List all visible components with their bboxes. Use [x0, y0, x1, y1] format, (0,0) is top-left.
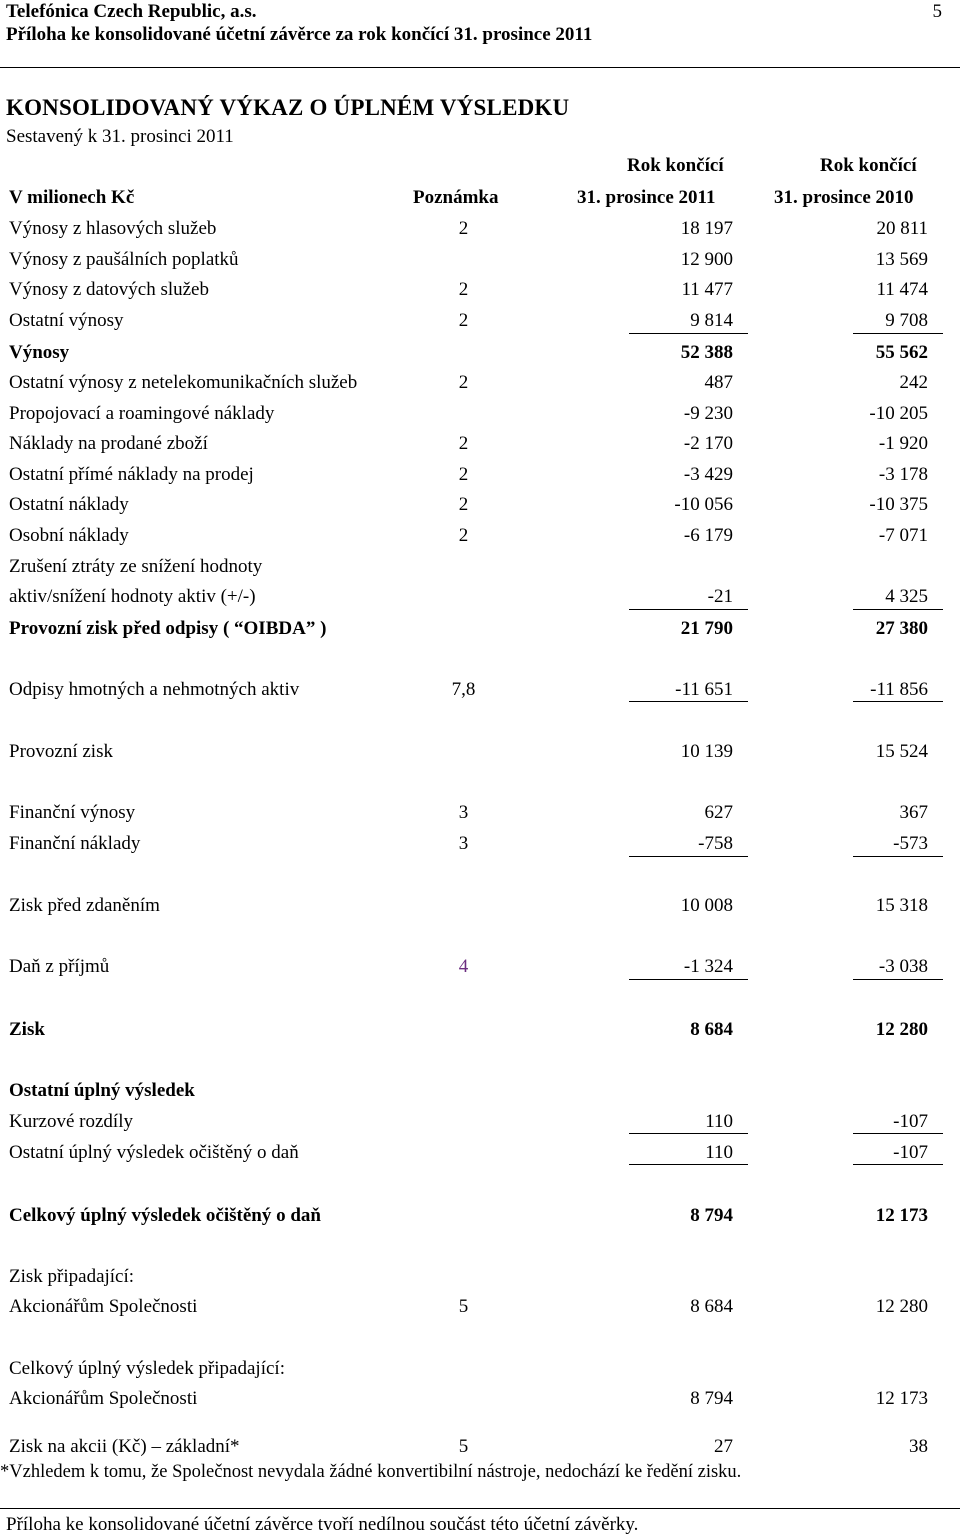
row-value-2010: 38 — [909, 1436, 928, 1457]
row-label: Provozní zisk — [9, 741, 113, 762]
col-unit: V milionech Kč — [9, 187, 135, 208]
row-value-2010: -107 — [893, 1142, 928, 1163]
table-row — [0, 1358, 960, 1382]
table-row — [0, 494, 960, 518]
col-2010-line2: 31. prosince 2010 — [774, 187, 914, 208]
subtotal-underline — [629, 856, 748, 857]
row-note: 2 — [458, 372, 469, 393]
table-row — [0, 895, 960, 919]
table-row — [0, 279, 960, 303]
table-row — [0, 218, 960, 242]
row-label: Ostatní náklady — [9, 494, 129, 515]
row-note: 2 — [458, 433, 469, 454]
row-note: 2 — [458, 525, 469, 546]
row-value-2010: -3 178 — [878, 464, 928, 485]
subtotal-underline — [629, 1164, 748, 1165]
subtotal-underline — [853, 333, 943, 334]
subtotal-underline — [853, 1164, 943, 1165]
row-value-2011: 487 — [704, 372, 733, 393]
row-value-2010: -10 375 — [869, 494, 928, 515]
row-value-2011: 8 684 — [690, 1019, 733, 1040]
row-value-2011: 8 794 — [690, 1388, 733, 1409]
company-name: Telefónica Czech Republic, a.s. — [6, 1, 257, 22]
table-row — [0, 433, 960, 457]
row-value-2011: -10 056 — [674, 494, 733, 515]
row-note: 4 — [458, 956, 469, 977]
row-note: 2 — [458, 494, 469, 515]
row-value-2011: -21 — [707, 586, 733, 607]
table-row — [0, 1142, 960, 1166]
report-prepared-date: Sestavený k 31. prosinci 2011 — [6, 126, 234, 147]
row-value-2011: 12 900 — [680, 249, 733, 270]
header-divider — [0, 67, 960, 68]
table-row — [0, 1436, 960, 1460]
table-row — [0, 310, 960, 334]
row-label: Ostatní výnosy z netelekomunikačních služeb — [9, 372, 358, 393]
page-number: 5 — [932, 1, 942, 22]
row-label: Osobní náklady — [9, 525, 129, 546]
row-value-2011: -1 324 — [683, 956, 733, 977]
row-label: Zisk před zdaněním — [9, 895, 160, 916]
row-label: Výnosy — [9, 342, 70, 363]
table-row-total — [0, 1205, 960, 1229]
row-value-2010: 12 280 — [875, 1296, 928, 1317]
row-value-2011: -3 429 — [683, 464, 733, 485]
row-label: Finanční náklady — [9, 833, 141, 854]
table-row-total — [0, 618, 960, 642]
subtotal-underline — [853, 701, 943, 702]
row-note: 2 — [458, 218, 469, 239]
row-value-2011: -9 230 — [683, 403, 733, 424]
table-row — [0, 249, 960, 273]
row-value-2010: -107 — [893, 1111, 928, 1132]
table-row — [0, 525, 960, 549]
row-label: Akcionářům Společnosti — [9, 1296, 198, 1317]
row-label: Celkový úplný výsledek očištěný o daň — [9, 1205, 321, 1226]
row-value-2011: 110 — [705, 1142, 733, 1163]
table-row — [0, 556, 960, 580]
row-label: Finanční výnosy — [9, 802, 136, 823]
subtotal-underline — [853, 856, 943, 857]
table-row — [0, 1388, 960, 1412]
row-value-2010: 55 562 — [875, 342, 928, 363]
row-value-2011: 110 — [705, 1111, 733, 1132]
row-value-2011: 52 388 — [680, 342, 733, 363]
table-row-total — [0, 1019, 960, 1043]
row-label: aktiv/snížení hodnoty aktiv (+/-) — [9, 586, 256, 607]
row-value-2010: 9 708 — [885, 310, 928, 331]
table-section-heading — [0, 1080, 960, 1104]
row-note: 3 — [458, 833, 469, 854]
footer-divider — [0, 1508, 960, 1509]
subtotal-underline — [853, 1133, 943, 1134]
row-value-2010: -1 920 — [878, 433, 928, 454]
subtotal-underline — [853, 979, 943, 980]
row-value-2011: 8 794 — [690, 1205, 733, 1226]
table-row — [0, 679, 960, 703]
row-value-2010: 20 811 — [876, 218, 928, 239]
row-value-2011: 9 814 — [690, 310, 733, 331]
row-value-2010: 12 173 — [875, 1388, 928, 1409]
col-2011-line1: Rok končící — [627, 155, 724, 176]
subtotal-underline — [853, 609, 943, 610]
table-row — [0, 403, 960, 427]
subtotal-underline — [629, 333, 748, 334]
row-value-2010: -3 038 — [878, 956, 928, 977]
row-label: Provozní zisk před odpisy ( “OIBDA” ) — [9, 618, 327, 639]
row-note: 3 — [458, 802, 469, 823]
table-row — [0, 464, 960, 488]
row-label: Zisk připadající: — [9, 1266, 135, 1287]
table-row — [0, 1266, 960, 1290]
subtotal-underline — [629, 701, 748, 702]
row-value-2011: -2 170 — [683, 433, 733, 454]
row-value-2011: 8 684 — [690, 1296, 733, 1317]
row-label: Zisk na akcii (Kč) – základní* — [9, 1436, 240, 1457]
row-value-2011: -6 179 — [683, 525, 733, 546]
row-note: 5 — [458, 1436, 469, 1457]
row-label: Ostatní přímé náklady na prodej — [9, 464, 254, 485]
row-label: Celkový úplný výsledek připadající: — [9, 1358, 285, 1379]
subtotal-underline — [629, 1133, 748, 1134]
row-value-2011: 18 197 — [680, 218, 733, 239]
table-row — [0, 802, 960, 826]
row-value-2011: 27 — [714, 1436, 733, 1457]
row-value-2010: 4 325 — [885, 586, 928, 607]
row-label: Zisk — [9, 1019, 45, 1040]
row-label: Výnosy z hlasových služeb — [9, 218, 217, 239]
row-label: Ostatní úplný výsledek očištěný o daň — [9, 1142, 299, 1163]
row-value-2010: 11 474 — [876, 279, 928, 300]
row-value-2010: 367 — [899, 802, 928, 823]
row-value-2010: 242 — [899, 372, 928, 393]
row-label: Výnosy z datových služeb — [9, 279, 209, 300]
subtotal-underline — [629, 979, 748, 980]
row-label: Náklady na prodané zboží — [9, 433, 208, 454]
report-title: KONSOLIDOVANÝ VÝKAZ O ÚPLNÉM VÝSLEDKU — [6, 95, 570, 120]
table-row — [0, 956, 960, 980]
row-value-2011: 627 — [704, 802, 733, 823]
row-label: Propojovací a roamingové náklady — [9, 403, 275, 424]
table-row — [0, 833, 960, 857]
table-row — [0, 586, 960, 610]
row-label: Výnosy z paušálních poplatků — [9, 249, 239, 270]
col-2011-line2: 31. prosince 2011 — [577, 187, 716, 208]
row-label: Kurzové rozdíly — [9, 1111, 133, 1132]
page-footer: Příloha ke konsolidované účetní závěrce tvoří nedílnou součást této účetní závěrky. — [6, 1514, 639, 1535]
table-row — [0, 372, 960, 396]
row-value-2010: 27 380 — [875, 618, 928, 639]
row-value-2010: -11 856 — [870, 679, 928, 700]
table-row-total — [0, 342, 960, 366]
table-row — [0, 1111, 960, 1135]
header-subtitle: Příloha ke konsolidované účetní závěrce za rok končící 31. prosince 2011 — [6, 24, 593, 45]
row-value-2010: 13 569 — [875, 249, 928, 270]
row-value-2010: -7 071 — [878, 525, 928, 546]
row-note: 7,8 — [451, 679, 476, 700]
footnote: *Vzhledem k tomu, že Společnost nevydala žádné konvertibilní nástroje, nedochází ke ředění zisku. — [0, 1462, 742, 1482]
table-row — [0, 1296, 960, 1320]
row-value-2010: -10 205 — [869, 403, 928, 424]
row-label: Zrušení ztráty ze snížení hodnoty — [9, 556, 263, 577]
col-note: Poznámka — [413, 187, 499, 208]
row-value-2011: 10 139 — [680, 741, 733, 762]
row-label: Ostatní úplný výsledek — [9, 1080, 195, 1101]
row-note: 2 — [458, 310, 469, 331]
row-value-2010: -573 — [893, 833, 928, 854]
row-value-2010: 12 173 — [875, 1205, 928, 1226]
row-value-2011: 21 790 — [680, 618, 733, 639]
subtotal-underline — [629, 609, 748, 610]
row-note: 2 — [458, 279, 469, 300]
row-value-2011: -758 — [698, 833, 733, 854]
row-value-2010: 12 280 — [875, 1019, 928, 1040]
row-value-2011: 10 008 — [680, 895, 733, 916]
row-value-2011: -11 651 — [675, 679, 733, 700]
row-label: Odpisy hmotných a nehmotných aktiv — [9, 679, 300, 700]
row-label: Daň z příjmů — [9, 956, 110, 977]
row-value-2011: 11 477 — [681, 279, 733, 300]
row-note: 5 — [458, 1296, 469, 1317]
col-2010-line1: Rok končící — [820, 155, 917, 176]
row-label: Akcionářům Společnosti — [9, 1388, 198, 1409]
row-value-2010: 15 318 — [875, 895, 928, 916]
row-value-2010: 15 524 — [875, 741, 928, 762]
row-label: Ostatní výnosy — [9, 310, 124, 331]
row-note: 2 — [458, 464, 469, 485]
table-row — [0, 741, 960, 765]
